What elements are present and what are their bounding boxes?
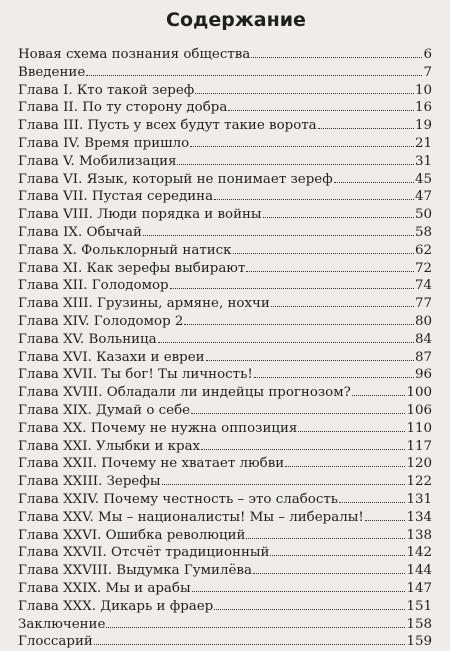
- toc-entry: [18, 527, 432, 545]
- entry-page-number: 138: [406, 527, 432, 543]
- entry-title: Глава XXVIII. Выдумка Гумилёва: [18, 563, 252, 579]
- toc-entry: [18, 616, 432, 634]
- toc-entry: [18, 135, 432, 153]
- toc-entry: [18, 64, 432, 82]
- entry-page-number: 117: [406, 438, 432, 454]
- entry-title: Глава IV. Время пришло: [18, 135, 190, 151]
- dot-leader: [285, 466, 405, 467]
- entry-title: Глава VI. Язык, который не понимает зереф: [18, 171, 333, 187]
- entry-page-number: 110: [406, 420, 432, 436]
- dot-leader: [177, 164, 414, 165]
- toc-entry: [18, 242, 432, 260]
- entry-page-number: 45: [414, 171, 432, 187]
- dot-leader: [270, 555, 405, 556]
- dot-leader: [106, 627, 405, 628]
- dot-leader: [228, 110, 414, 111]
- entry-title: Глава XVII. Ты бог! Ты личность!: [18, 367, 253, 383]
- dot-leader: [162, 484, 406, 485]
- entry-title: Глава XXIX. Мы и арабы: [18, 580, 191, 596]
- toc-entry: [18, 260, 432, 278]
- toc-entry: [18, 331, 432, 349]
- toc-entry: [18, 206, 432, 224]
- entry-page-number: 134: [406, 509, 432, 525]
- entry-page-number: 6: [423, 47, 432, 62]
- entry-title: Глава X. Фольклорный натиск: [18, 242, 232, 258]
- toc-entry: [18, 295, 432, 313]
- entry-page-number: 131: [406, 491, 432, 507]
- entry-page-number: 21: [414, 135, 432, 151]
- toc-entry: [18, 633, 432, 651]
- toc-entry: [18, 46, 432, 64]
- entry-page-number: 7: [423, 64, 432, 80]
- entry-page-number: 58: [414, 224, 432, 240]
- toc-entry: [18, 438, 432, 456]
- dot-leader: [192, 591, 406, 592]
- dot-leader: [246, 271, 414, 272]
- entry-title: Глоссарий: [18, 634, 93, 650]
- entry-page-number: 84: [414, 331, 432, 347]
- dot-leader: [201, 449, 405, 450]
- toc-entry: [18, 420, 432, 438]
- entry-title: Глава II. По ту сторону добра: [18, 100, 228, 116]
- toc-entry: [18, 82, 432, 100]
- toc-entry: [18, 188, 432, 206]
- dot-leader: [263, 217, 414, 218]
- dot-leader: [271, 306, 414, 307]
- entry-page-number: 72: [414, 260, 432, 276]
- entry-page-number: 142: [406, 545, 432, 561]
- entry-title: Глава XV. Вольница: [18, 331, 157, 347]
- dot-leader: [206, 360, 414, 361]
- entry-page-number: 120: [406, 456, 432, 472]
- entry-page-number: 159: [406, 634, 432, 650]
- entry-title: Глава V. Мобилизация: [18, 153, 177, 169]
- entry-page-number: 106: [406, 402, 432, 418]
- dot-leader: [158, 342, 414, 343]
- dot-leader: [195, 93, 414, 94]
- toc-entry: [18, 99, 432, 117]
- entry-page-number: 77: [414, 296, 432, 312]
- dot-leader: [191, 413, 405, 414]
- entry-title: Глава XXVI. Ошибка революций: [18, 527, 246, 543]
- entry-title: Глава XXIV. Почему честность – это слабость: [18, 491, 339, 507]
- toc-entry: [18, 402, 432, 420]
- dot-leader: [251, 57, 422, 58]
- entry-title: Глава I. Кто такой зереф: [18, 82, 195, 98]
- dot-leader: [318, 128, 414, 129]
- entry-title: Глава XII. Голодомор: [18, 278, 169, 294]
- entry-page-number: 10: [414, 82, 432, 98]
- entry-title: Заключение: [18, 616, 106, 632]
- entry-page-number: 19: [414, 118, 432, 134]
- toc-entry: [18, 562, 432, 580]
- toc-entry: [18, 224, 432, 242]
- dot-leader: [254, 377, 414, 378]
- entry-title: Глава VIII. Люди порядка и войны: [18, 207, 262, 223]
- toc-entry: [18, 491, 432, 509]
- entry-page-number: 80: [414, 313, 432, 329]
- entry-page-number: 144: [406, 563, 432, 579]
- toc-entry: [18, 349, 432, 367]
- toc-entry: [18, 455, 432, 473]
- dot-leader: [246, 538, 405, 539]
- entry-page-number: 62: [414, 242, 432, 258]
- toc-entry: [18, 544, 432, 562]
- entry-title: Глава XXV. Мы – националисты! Мы – либералы!: [18, 509, 364, 525]
- page-title: Содержание: [166, 9, 306, 31]
- dot-leader: [94, 644, 406, 645]
- entry-page-number: 87: [414, 349, 432, 365]
- entry-title: Глава XIII. Грузины, армяне, нохчи: [18, 296, 270, 312]
- dot-leader: [190, 146, 414, 147]
- dot-leader: [233, 253, 414, 254]
- entry-title: Глава III. Пусть у всех будут такие ворота: [18, 118, 317, 134]
- toc-entry: [18, 153, 432, 171]
- dot-leader: [86, 75, 422, 76]
- entry-title: Глава XXI. Улыбки и крах: [18, 438, 201, 454]
- entry-page-number: 158: [406, 616, 432, 632]
- toc-entry: [18, 313, 432, 331]
- entry-page-number: 122: [406, 474, 432, 490]
- entry-title: Введение: [18, 64, 86, 80]
- dot-leader: [253, 573, 406, 574]
- toc-list: [18, 46, 432, 651]
- entry-title: Глава IX. Обычай: [18, 224, 142, 240]
- toc-entry: [18, 366, 432, 384]
- dot-leader: [334, 182, 414, 183]
- entry-page-number: 100: [406, 385, 432, 401]
- dot-leader: [170, 288, 414, 289]
- dot-leader: [298, 431, 405, 432]
- dot-leader: [339, 502, 405, 503]
- entry-page-number: 16: [414, 100, 432, 116]
- entry-page-number: 31: [414, 153, 432, 169]
- entry-title: Глава XIV. Голодомор 2: [18, 313, 184, 329]
- entry-title: Глава XXIII. Зерефы: [18, 474, 161, 490]
- toc-entry: [18, 277, 432, 295]
- entry-title: Глава XXX. Дикарь и фраер: [18, 598, 214, 614]
- dot-leader: [143, 235, 414, 236]
- toc-entry: [18, 117, 432, 135]
- dot-leader: [365, 520, 406, 521]
- entry-page-number: 96: [414, 367, 432, 383]
- entry-page-number: 74: [414, 278, 432, 294]
- entry-title: Новая схема познания общества: [18, 47, 251, 62]
- toc-entry: [18, 384, 432, 402]
- dot-leader: [214, 199, 414, 200]
- entry-page-number: 147: [406, 580, 432, 596]
- entry-title: Глава VII. Пустая середина: [18, 189, 214, 205]
- entry-title: Глава XXII. Почему не хватает любви: [18, 456, 285, 472]
- toc-entry: [18, 598, 432, 616]
- entry-title: Глава XXVII. Отсчёт традиционный: [18, 545, 270, 561]
- entry-page-number: 151: [406, 598, 432, 614]
- toc-entry: [18, 580, 432, 598]
- entry-page-number: 50: [414, 207, 432, 223]
- entry-page-number: 47: [414, 189, 432, 205]
- dot-leader: [352, 395, 406, 396]
- dot-leader: [214, 609, 405, 610]
- entry-title: Глава XI. Как зерефы выбирают: [18, 260, 246, 276]
- dot-leader: [184, 324, 414, 325]
- entry-title: Глава XIX. Думай о себе: [18, 402, 191, 418]
- toc-entry: [18, 473, 432, 491]
- entry-title: Глава XVIII. Обладали ли индейцы прогнозом?: [18, 385, 351, 401]
- entry-title: Глава XX. Почему не нужна оппозиция: [18, 420, 298, 436]
- toc-entry: [18, 171, 432, 189]
- entry-title: Глава XVI. Казахи и евреи: [18, 349, 205, 365]
- toc-entry: [18, 509, 432, 527]
